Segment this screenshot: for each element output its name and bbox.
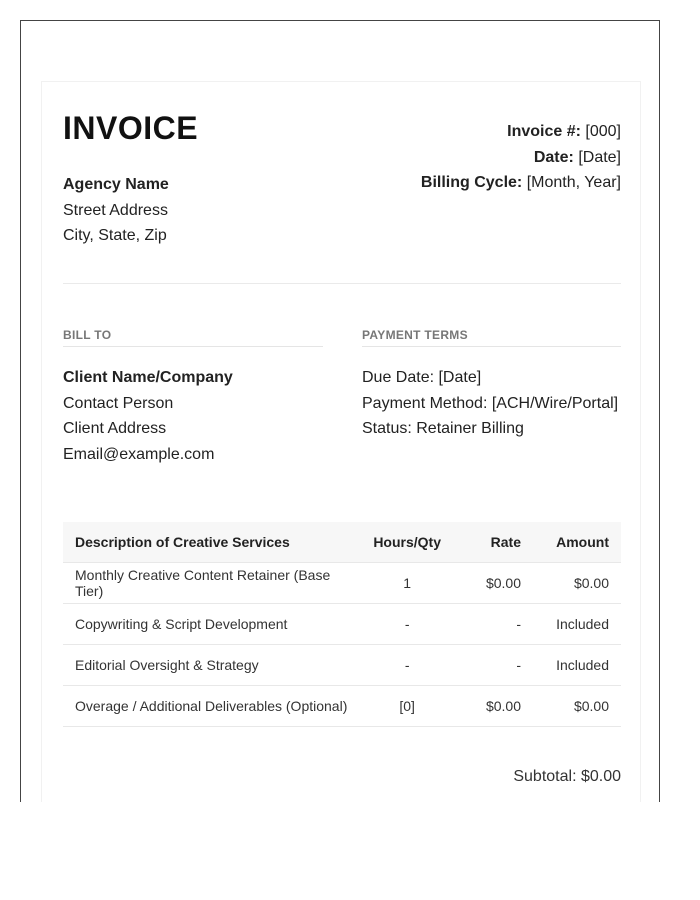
invoice-date-value: [Date]	[578, 148, 621, 166]
invoice-date-label: Date:	[533, 148, 574, 166]
invoice-meta	[421, 119, 621, 196]
row-description: Copywriting & Script Development	[63, 604, 361, 645]
client-contact: Contact Person	[63, 394, 174, 412]
row-rate: $0.00	[453, 563, 533, 604]
client-email: Email@example.com	[63, 445, 215, 463]
header-divider	[63, 283, 621, 284]
row-amount: $0.00	[533, 686, 621, 727]
invoice-number-label: Invoice #:	[507, 123, 581, 140]
payment-terms-body	[362, 365, 621, 442]
invoice-date-line	[421, 145, 621, 171]
due-date: Due Date: [Date]	[362, 369, 482, 386]
table-row	[63, 645, 621, 686]
row-amount: $0.00	[533, 563, 621, 604]
billing-cycle-label: Billing Cycle:	[420, 174, 523, 191]
row-qty: 1	[361, 563, 453, 604]
invoice-header	[63, 82, 621, 282]
table-row	[63, 563, 621, 604]
payment-terms-section	[362, 328, 621, 442]
payment-terms-heading: PAYMENT TERMS	[362, 328, 621, 347]
row-qty: -	[361, 604, 453, 645]
invoice-content	[63, 82, 621, 785]
billing-cycle-value: [Month, Year]	[526, 174, 621, 191]
agency-city: City, State, Zip	[63, 227, 167, 244]
invoice-sheet	[41, 81, 641, 802]
billing-status: Status: Retainer Billing	[362, 420, 524, 437]
bill-to-heading: BILL TO	[63, 328, 323, 347]
row-qty: [0]	[361, 686, 453, 727]
table-row	[63, 604, 621, 645]
table-header-row	[63, 522, 621, 563]
invoice-title: INVOICE	[63, 110, 199, 146]
header-amount: Amount	[533, 522, 621, 563]
row-qty: -	[361, 645, 453, 686]
invoice-number-line	[421, 119, 621, 145]
row-rate: $0.00	[453, 686, 533, 727]
client-address: Client Address	[63, 420, 167, 437]
agency-name: Agency Name	[63, 176, 169, 193]
row-rate: -	[453, 645, 533, 686]
agency-street: Street Address	[63, 201, 168, 219]
subtotal: Subtotal: $0.00	[513, 768, 621, 785]
payment-method: Payment Method: [ACH/Wire/Portal]	[362, 394, 619, 412]
line-items-table	[63, 522, 621, 727]
document-frame	[20, 20, 660, 802]
row-amount: Included	[533, 604, 621, 645]
header-rate: Rate	[453, 522, 533, 563]
header-qty: Hours/Qty	[361, 522, 453, 563]
row-description: Monthly Creative Content Retainer (Base Tier)	[63, 563, 361, 604]
row-amount: Included	[533, 645, 621, 686]
row-rate: -	[453, 604, 533, 645]
row-description: Editorial Oversight & Strategy	[63, 645, 361, 686]
table-row	[63, 686, 621, 727]
billing-cycle-line	[421, 170, 621, 196]
row-description: Overage / Additional Deliverables (Optional)	[63, 686, 361, 727]
bill-to-section	[63, 328, 323, 467]
bill-to-body	[63, 365, 323, 467]
client-name: Client Name/Company	[63, 369, 233, 386]
invoice-number-value: [000]	[585, 123, 621, 140]
header-description: Description of Creative Services	[63, 522, 361, 563]
agency-block	[63, 172, 169, 249]
